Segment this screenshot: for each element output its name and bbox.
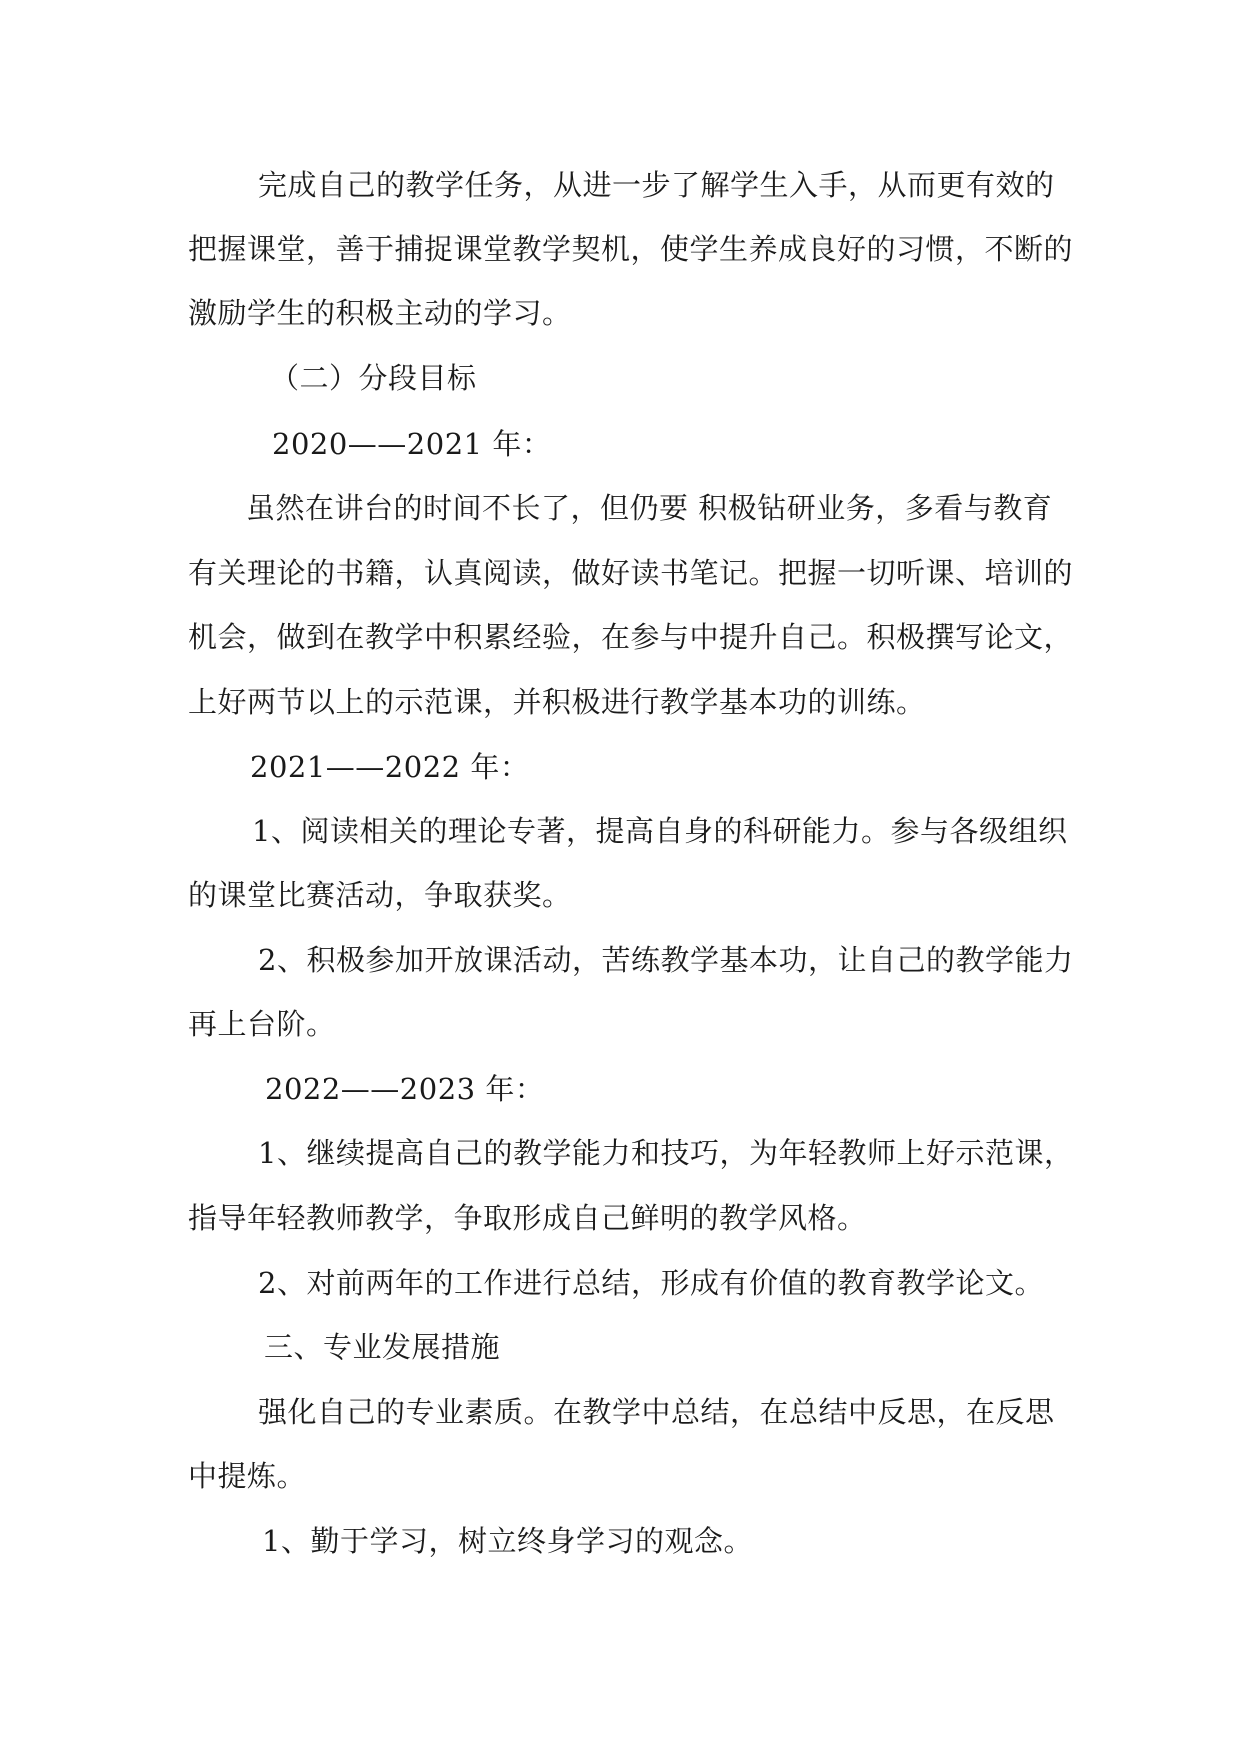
paragraph-line: 再上台阶。 (188, 1007, 336, 1041)
paragraph-line: 虽然在讲台的时间不长了，但仍要 积极钻研业务，多看与教育 (246, 491, 1053, 525)
list-item: 2、对前两年的工作进行总结，形成有价值的教育教学论文。 (258, 1266, 1044, 1300)
year-heading: 2021——2022 年： (250, 750, 530, 784)
paragraph-line: 激励学生的积极主动的学习。 (188, 296, 572, 330)
paragraph-line: 上好两节以上的示范课，并积极进行教学基本功的训练。 (188, 685, 926, 719)
section-heading: （二）分段目标 (270, 361, 477, 395)
paragraph-line: 强化自己的专业素质。在教学中总结，在总结中反思，在反思 (258, 1395, 1055, 1429)
paragraph-line: 中提炼。 (188, 1459, 307, 1493)
paragraph-line: 完成自己的教学任务，从进一步了解学生入手，从而更有效的 (258, 168, 1055, 202)
year-heading: 2020——2021 年： (272, 427, 552, 461)
paragraph-line: 有关理论的书籍，认真阅读，做好读书笔记。把握一切听课、培训的 (188, 556, 1074, 590)
list-item: 2、积极参加开放课活动，苦练教学基本功，让自己的教学能力 (258, 943, 1074, 977)
list-item: 1、阅读相关的理论专著，提高自身的科研能力。参与各级组织 (252, 814, 1068, 848)
paragraph-line: 机会，做到在教学中积累经验，在参与中提升自己。积极撰写论文， (188, 620, 1074, 654)
section-heading: 三、专业发展措施 (264, 1330, 501, 1364)
list-item: 1、勤于学习，树立终身学习的观念。 (262, 1524, 753, 1558)
paragraph-line: 指导年轻教师教学，争取形成自己鲜明的教学风格。 (188, 1201, 867, 1235)
year-heading: 2022——2023 年： (265, 1072, 545, 1106)
paragraph-line: 把握课堂，善于捕捉课堂教学契机，使学生养成良好的习惯，不断的 (188, 232, 1074, 266)
paragraph-line: 的课堂比赛活动，争取获奖。 (188, 878, 572, 912)
list-item: 1、继续提高自己的教学能力和技巧，为年轻教师上好示范课， (258, 1136, 1074, 1170)
